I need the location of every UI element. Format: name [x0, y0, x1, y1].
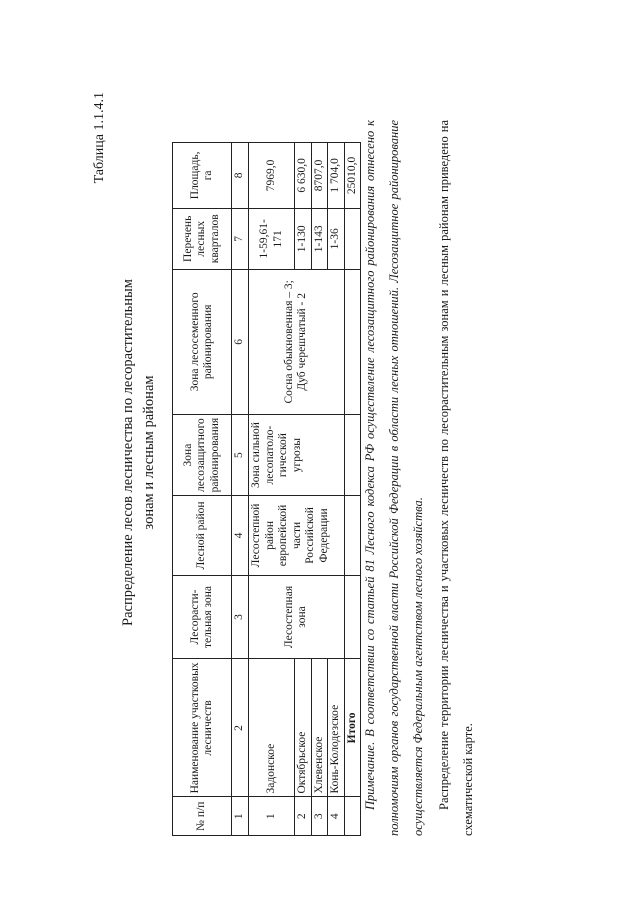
- row-area: 7969,0: [249, 143, 295, 209]
- row-quarters: 1-130: [295, 208, 312, 269]
- index-cell: 7: [232, 208, 249, 269]
- row-num: 2: [295, 797, 312, 836]
- row-area: 8707,0: [311, 143, 328, 209]
- index-cell: 6: [232, 269, 249, 414]
- table-caption: Таблица 1.1.4.1: [92, 92, 107, 184]
- index-cell: 5: [232, 414, 249, 496]
- index-row: [232, 143, 249, 836]
- index-cell: 4: [232, 496, 249, 575]
- merged-seed: Сосна обыкновенная – 3; Дуб черешчатый - 2: [249, 269, 345, 414]
- table-title-line-2: зонам и лесным районам: [141, 375, 157, 530]
- row-name: Конь-Колодезское: [328, 659, 345, 797]
- header-zone: Лесорасти-тельная зона: [173, 575, 232, 659]
- table-title: [118, 0, 160, 905]
- row-area: 1 704,0: [328, 143, 345, 209]
- row-name: Задонское: [249, 659, 295, 797]
- header-num: № п/п: [173, 797, 232, 836]
- header-quarters: Перечень лесных кварталов: [173, 208, 232, 269]
- total-area: 25010,0: [344, 143, 361, 209]
- merged-protection: Зона сильной лесопатоло-гической угрозы: [249, 414, 345, 496]
- merged-district: Лесостепной район европейской части Российской Федерации: [249, 496, 345, 575]
- header-name: Наименование участковых лесничеств: [173, 659, 232, 797]
- row-name: Хлевенское: [311, 659, 328, 797]
- header-seed: Зона лесосеменного районирования: [173, 269, 232, 414]
- row-num: 1: [249, 797, 295, 836]
- forest-distribution-table: [172, 142, 361, 836]
- row-quarters: 1-143: [311, 208, 328, 269]
- row-quarters: 1-59,61-171: [249, 208, 295, 269]
- table-title-line-1: Распределение лесов лесничества по лесорастительным: [120, 279, 136, 626]
- total-label: Итого: [344, 659, 361, 797]
- index-cell: 8: [232, 143, 249, 209]
- body-paragraph: Распределение территории лесничества и участковых лесничеств по лесорастительным зонам и лесным районам приведено на схематической карте.: [437, 120, 475, 836]
- table-note: Примечание. В соответствии со статьей 81 Лесного кодекса РФ осуществление лесозащитного районирования отнесено к полномочиям органов государственной власти Российской Федерации в области лесных отношений. Лесозащитное районирование осуществляется Федеральным агентством лесного хозяйства.: [363, 120, 425, 836]
- index-cell: 1: [232, 797, 249, 836]
- header-area: Площадь, га: [173, 143, 232, 209]
- header-row: [173, 143, 232, 836]
- header-protection: Зона лесозащитного районирования: [173, 414, 232, 496]
- row-quarters: 1-36: [328, 208, 345, 269]
- row-num: 4: [328, 797, 345, 836]
- header-district: Лесной район: [173, 496, 232, 575]
- index-cell: 2: [232, 659, 249, 797]
- table-row: [249, 143, 295, 836]
- index-cell: 3: [232, 575, 249, 659]
- row-num: 3: [311, 797, 328, 836]
- merged-zone: Лесостепная зона: [249, 575, 345, 659]
- row-name: Октябрьское: [295, 659, 312, 797]
- row-area: 6 630,0: [295, 143, 312, 209]
